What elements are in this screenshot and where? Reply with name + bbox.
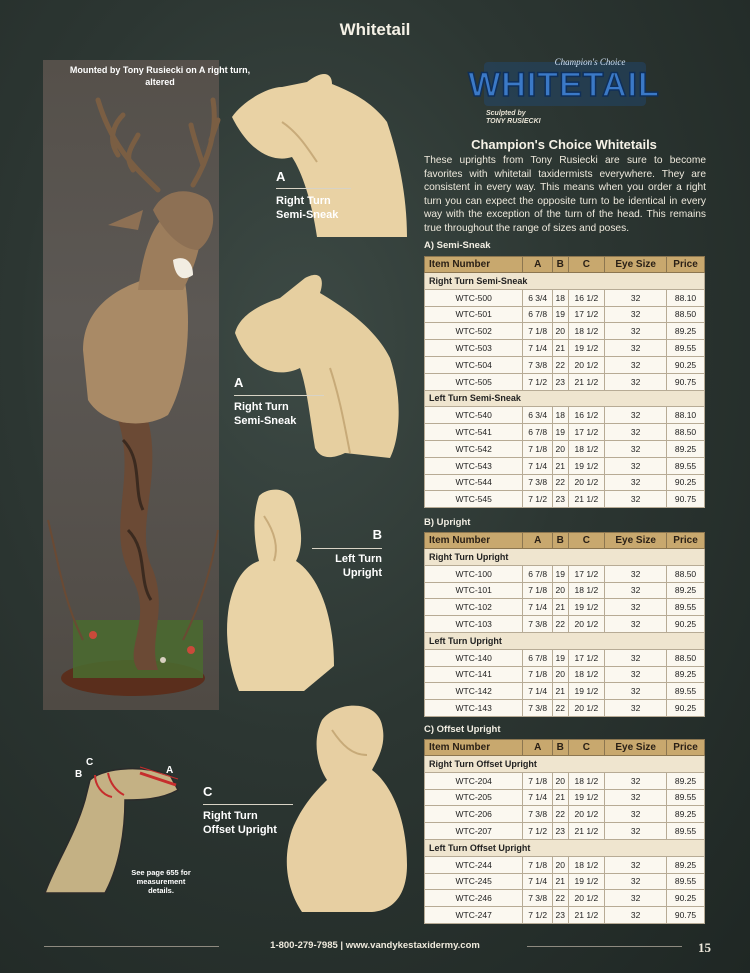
table-cell: 21 xyxy=(552,599,568,616)
table-cell: WTC-545 xyxy=(425,491,523,508)
table-cell: 88.10 xyxy=(667,289,705,306)
table-cell: 18 1/2 xyxy=(568,323,605,340)
table-cell: 90.25 xyxy=(667,700,705,717)
leader-line xyxy=(203,804,293,805)
table-cell: WTC-101 xyxy=(425,582,523,599)
table-cell: WTC-500 xyxy=(425,289,523,306)
form-label-a-top xyxy=(276,170,338,222)
section-label-upright: B) Upright xyxy=(424,517,471,528)
group-title: Right Turn Offset Upright xyxy=(425,756,705,773)
table-cell: 88.50 xyxy=(667,565,705,582)
group-title: Right Turn Upright xyxy=(425,549,705,566)
table-cell: 32 xyxy=(605,424,667,441)
table-cell: 19 1/2 xyxy=(568,683,605,700)
group-row xyxy=(425,273,705,290)
table-cell: 7 1/4 xyxy=(523,789,553,806)
form-label-a-middle xyxy=(234,376,296,428)
table-cell: 22 xyxy=(552,616,568,633)
table-cell: 32 xyxy=(605,457,667,474)
table-cell: 88.50 xyxy=(667,424,705,441)
table-cell: 19 xyxy=(552,306,568,323)
table-row xyxy=(425,565,705,582)
section-label-offset-upright: C) Offset Upright xyxy=(424,724,501,735)
table-row xyxy=(425,440,705,457)
table-cell: 32 xyxy=(605,474,667,491)
table-cell: 20 1/2 xyxy=(568,616,605,633)
group-title: Left Turn Upright xyxy=(425,632,705,649)
table-row xyxy=(425,700,705,717)
deer-mount-photo xyxy=(43,60,219,710)
table-cell: 21 xyxy=(552,789,568,806)
table-cell: WTC-207 xyxy=(425,823,523,840)
table-cell: 20 xyxy=(552,772,568,789)
table-cell: 32 xyxy=(605,407,667,424)
table-cell: WTC-244 xyxy=(425,856,523,873)
table-cell: 32 xyxy=(605,823,667,840)
table-cell: WTC-543 xyxy=(425,457,523,474)
column-header: A xyxy=(523,740,553,756)
table-cell: 22 xyxy=(552,890,568,907)
table-cell: 32 xyxy=(605,440,667,457)
table-cell: 90.25 xyxy=(667,356,705,373)
table-cell: 32 xyxy=(605,373,667,390)
table-cell: WTC-502 xyxy=(425,323,523,340)
table-cell: 20 xyxy=(552,666,568,683)
column-header: C xyxy=(568,533,605,549)
table-cell: WTC-143 xyxy=(425,700,523,717)
table-row xyxy=(425,582,705,599)
table-cell: 20 1/2 xyxy=(568,474,605,491)
table-cell: 20 xyxy=(552,856,568,873)
table-cell: 23 xyxy=(552,907,568,924)
table-cell: 21 1/2 xyxy=(568,907,605,924)
table-cell: 21 xyxy=(552,340,568,357)
table-cell: 90.25 xyxy=(667,890,705,907)
table-cell: 89.25 xyxy=(667,772,705,789)
column-header: Item Number xyxy=(425,257,523,273)
table-cell: 18 xyxy=(552,289,568,306)
table-cell: 23 xyxy=(552,491,568,508)
table-cell: 32 xyxy=(605,356,667,373)
group-row xyxy=(425,756,705,773)
table-row xyxy=(425,306,705,323)
table-cell: 20 1/2 xyxy=(568,806,605,823)
column-header: A xyxy=(523,533,553,549)
table-cell: WTC-540 xyxy=(425,407,523,424)
table-cell: WTC-505 xyxy=(425,373,523,390)
form-label-turn: Right Turn xyxy=(276,195,331,207)
table-cell: WTC-247 xyxy=(425,907,523,924)
form-label-turn: Left Turn xyxy=(335,553,382,565)
table-row xyxy=(425,666,705,683)
table-row xyxy=(425,491,705,508)
form-label-pose: Upright xyxy=(342,567,382,579)
table-cell: 89.55 xyxy=(667,457,705,474)
table-cell: 16 1/2 xyxy=(568,407,605,424)
table-cell: 20 xyxy=(552,323,568,340)
table-cell: 7 1/4 xyxy=(523,683,553,700)
table-cell: 7 1/8 xyxy=(523,856,553,873)
table-cell: 19 1/2 xyxy=(568,457,605,474)
logo-script-text: Champion's Choice xyxy=(554,57,626,67)
table-cell: 7 1/8 xyxy=(523,772,553,789)
table-header-row xyxy=(425,257,705,273)
table-cell: 22 xyxy=(552,806,568,823)
table-cell: 89.55 xyxy=(667,599,705,616)
form-label-turn: Right Turn xyxy=(234,401,289,413)
group-row xyxy=(425,549,705,566)
table-cell: 20 1/2 xyxy=(568,700,605,717)
table-cell: 89.25 xyxy=(667,856,705,873)
table-cell: 6 3/4 xyxy=(523,289,553,306)
table-cell: 6 3/4 xyxy=(523,407,553,424)
table-cell: WTC-206 xyxy=(425,806,523,823)
table-cell: 17 1/2 xyxy=(568,565,605,582)
column-header: Eye Size xyxy=(605,533,667,549)
table-cell: 89.55 xyxy=(667,823,705,840)
logo-sculptor-name: TONY RUSIECKI xyxy=(486,118,541,125)
table-cell: 7 3/8 xyxy=(523,700,553,717)
form-letter: B xyxy=(372,527,382,542)
section-label-semi-sneak: A) Semi-Sneak xyxy=(424,240,491,251)
table-cell: 90.75 xyxy=(667,491,705,508)
table-cell: 19 xyxy=(552,424,568,441)
table-cell: 17 1/2 xyxy=(568,306,605,323)
table-cell: 19 xyxy=(552,649,568,666)
table-cell: 23 xyxy=(552,373,568,390)
table-cell: WTC-140 xyxy=(425,649,523,666)
table-cell: 32 xyxy=(605,772,667,789)
column-header: Eye Size xyxy=(605,740,667,756)
form-label-pose: Semi-Sneak xyxy=(234,415,297,427)
measure-letter-b: B xyxy=(75,769,83,780)
group-title: Right Turn Semi-Sneak xyxy=(425,273,705,290)
table-cell: 19 1/2 xyxy=(568,599,605,616)
table-cell: 32 xyxy=(605,649,667,666)
column-header: B xyxy=(552,533,568,549)
leader-line xyxy=(276,188,351,189)
logo-sculptor xyxy=(486,110,541,126)
table-cell: 89.25 xyxy=(667,440,705,457)
table-cell: 32 xyxy=(605,565,667,582)
table-row xyxy=(425,340,705,357)
table-cell: WTC-245 xyxy=(425,873,523,890)
form-a-middle-illustration xyxy=(225,268,405,468)
semi-sneak-table xyxy=(424,256,705,508)
table-cell: 19 1/2 xyxy=(568,340,605,357)
measurement-note: See page 655 for measurement details. xyxy=(131,868,191,895)
table-cell: 89.55 xyxy=(667,789,705,806)
group-row xyxy=(425,839,705,856)
table-cell: 7 3/8 xyxy=(523,474,553,491)
table-cell: 7 1/2 xyxy=(523,823,553,840)
table-row xyxy=(425,890,705,907)
table-cell: 7 1/8 xyxy=(523,666,553,683)
page-number: 15 xyxy=(698,940,711,955)
deer-mount-illustration xyxy=(43,60,219,710)
table-cell: 7 1/4 xyxy=(523,457,553,474)
table-cell: 89.55 xyxy=(667,340,705,357)
table-cell: 21 xyxy=(552,873,568,890)
table-cell: WTC-501 xyxy=(425,306,523,323)
table-cell: 21 xyxy=(552,683,568,700)
form-c-illustration xyxy=(282,700,417,915)
column-header: B xyxy=(552,740,568,756)
table-cell: 18 1/2 xyxy=(568,582,605,599)
table-cell: 17 1/2 xyxy=(568,424,605,441)
table-cell: 6 7/8 xyxy=(523,649,553,666)
table-row xyxy=(425,649,705,666)
column-header: A xyxy=(523,257,553,273)
group-title: Left Turn Semi-Sneak xyxy=(425,390,705,407)
table-cell: 32 xyxy=(605,700,667,717)
intro-heading: Champion's Choice Whitetails xyxy=(471,137,657,152)
table-cell: 16 1/2 xyxy=(568,289,605,306)
column-header: Price xyxy=(667,740,705,756)
column-header: Price xyxy=(667,533,705,549)
table-header-row xyxy=(425,533,705,549)
table-cell: 32 xyxy=(605,616,667,633)
table-row xyxy=(425,474,705,491)
table-cell: 32 xyxy=(605,907,667,924)
table-cell: WTC-205 xyxy=(425,789,523,806)
table-cell: 20 1/2 xyxy=(568,890,605,907)
table-cell: 88.50 xyxy=(667,649,705,666)
table-cell: WTC-542 xyxy=(425,440,523,457)
table-row xyxy=(425,373,705,390)
table-header-row xyxy=(425,740,705,756)
table-cell: 18 1/2 xyxy=(568,440,605,457)
table-row xyxy=(425,856,705,873)
table-cell: 32 xyxy=(605,289,667,306)
table-cell: WTC-102 xyxy=(425,599,523,616)
table-cell: 90.75 xyxy=(667,373,705,390)
table-cell: 7 1/4 xyxy=(523,599,553,616)
footer-contact: 1-800-279-7985 | www.vandykestaxidermy.com xyxy=(270,940,480,951)
intro-text: These uprights from Tony Rusiecki are sure to become favorites with whitetail taxidermists everywhere. They are consistent in every way. This means when you order a right turn you can expect the opposite turn to be identical in every way with the exception of the turn of the head. This remains true throughout the range of sizes and poses. xyxy=(424,155,706,234)
table-cell: 90.25 xyxy=(667,616,705,633)
table-row xyxy=(425,823,705,840)
table-row xyxy=(425,907,705,924)
table-row xyxy=(425,616,705,633)
table-row xyxy=(425,424,705,441)
table-cell: 18 xyxy=(552,407,568,424)
table-cell: 32 xyxy=(605,323,667,340)
table-cell: 6 7/8 xyxy=(523,306,553,323)
table-cell: 19 xyxy=(552,565,568,582)
table-cell: WTC-141 xyxy=(425,666,523,683)
table-cell: 89.25 xyxy=(667,806,705,823)
column-header: C xyxy=(568,740,605,756)
table-cell: 89.55 xyxy=(667,873,705,890)
table-row xyxy=(425,407,705,424)
table-cell: WTC-504 xyxy=(425,356,523,373)
table-row xyxy=(425,323,705,340)
table-cell: 22 xyxy=(552,356,568,373)
table-cell: 17 1/2 xyxy=(568,649,605,666)
table-row xyxy=(425,457,705,474)
table-cell: 22 xyxy=(552,700,568,717)
table-row xyxy=(425,806,705,823)
table-cell: 32 xyxy=(605,491,667,508)
form-label-pose: Semi-Sneak xyxy=(276,209,339,221)
table-cell: 32 xyxy=(605,599,667,616)
group-row xyxy=(425,632,705,649)
table-row xyxy=(425,289,705,306)
table-cell: 32 xyxy=(605,582,667,599)
table-cell: 19 1/2 xyxy=(568,789,605,806)
table-cell: 32 xyxy=(605,683,667,700)
table-cell: WTC-246 xyxy=(425,890,523,907)
measure-letter-a: A xyxy=(166,765,174,776)
table-cell: 32 xyxy=(605,806,667,823)
table-cell: 90.75 xyxy=(667,907,705,924)
leader-line xyxy=(312,548,382,549)
table-cell: WTC-103 xyxy=(425,616,523,633)
table-cell: WTC-541 xyxy=(425,424,523,441)
table-cell: 89.25 xyxy=(667,323,705,340)
table-cell: 7 3/8 xyxy=(523,806,553,823)
column-header: Price xyxy=(667,257,705,273)
form-b-illustration xyxy=(224,486,344,696)
table-cell: 89.25 xyxy=(667,582,705,599)
table-cell: 32 xyxy=(605,789,667,806)
table-cell: WTC-544 xyxy=(425,474,523,491)
table-cell: 23 xyxy=(552,823,568,840)
table-cell: 90.25 xyxy=(667,474,705,491)
table-cell: 7 1/8 xyxy=(523,323,553,340)
table-cell: 7 3/8 xyxy=(523,616,553,633)
form-letter: A xyxy=(234,375,244,390)
logo-sculpted-by: Sculpted by xyxy=(486,110,526,117)
table-row xyxy=(425,356,705,373)
form-label-pose: Offset Upright xyxy=(203,824,277,836)
table-cell: 20 1/2 xyxy=(568,356,605,373)
table-cell: 6 7/8 xyxy=(523,424,553,441)
table-cell: 89.55 xyxy=(667,683,705,700)
form-label-b xyxy=(312,528,382,580)
table-cell: 89.25 xyxy=(667,666,705,683)
table-cell: 20 xyxy=(552,440,568,457)
table-cell: 32 xyxy=(605,306,667,323)
table-cell: 21 xyxy=(552,457,568,474)
table-row xyxy=(425,789,705,806)
column-header: Eye Size xyxy=(605,257,667,273)
table-cell: 7 1/2 xyxy=(523,373,553,390)
group-title: Left Turn Offset Upright xyxy=(425,839,705,856)
offset-upright-table xyxy=(424,739,705,924)
table-cell: WTC-503 xyxy=(425,340,523,357)
table-cell: 21 1/2 xyxy=(568,491,605,508)
table-cell: 7 1/4 xyxy=(523,340,553,357)
column-header: C xyxy=(568,257,605,273)
measure-letter-c: C xyxy=(86,757,94,768)
table-cell: WTC-142 xyxy=(425,683,523,700)
form-letter: A xyxy=(276,169,286,184)
table-cell: 88.10 xyxy=(667,407,705,424)
table-cell: 6 7/8 xyxy=(523,565,553,582)
table-cell: 7 1/8 xyxy=(523,440,553,457)
table-cell: 22 xyxy=(552,474,568,491)
table-cell: 18 1/2 xyxy=(568,856,605,873)
leader-line xyxy=(234,395,324,396)
form-label-c xyxy=(203,785,277,837)
table-cell: 18 1/2 xyxy=(568,772,605,789)
table-cell: 7 1/2 xyxy=(523,491,553,508)
table-cell: 88.50 xyxy=(667,306,705,323)
table-cell: 32 xyxy=(605,890,667,907)
table-cell: 21 1/2 xyxy=(568,823,605,840)
column-header: Item Number xyxy=(425,740,523,756)
upright-table xyxy=(424,532,705,717)
table-cell: 21 1/2 xyxy=(568,373,605,390)
form-label-turn: Right Turn xyxy=(203,810,258,822)
table-row xyxy=(425,683,705,700)
table-cell: 20 xyxy=(552,582,568,599)
table-cell: WTC-100 xyxy=(425,565,523,582)
table-cell: 19 1/2 xyxy=(568,873,605,890)
column-header: B xyxy=(552,257,568,273)
logo-main-text: WHITETAIL xyxy=(468,66,660,104)
table-row xyxy=(425,599,705,616)
page-title: Whitetail xyxy=(339,20,411,39)
table-cell: 32 xyxy=(605,856,667,873)
table-cell: 7 1/8 xyxy=(523,582,553,599)
table-row xyxy=(425,873,705,890)
table-cell: 18 1/2 xyxy=(568,666,605,683)
table-cell: WTC-204 xyxy=(425,772,523,789)
column-header: Item Number xyxy=(425,533,523,549)
photo-caption: Mounted by Tony Rusiecki on A right turn, altered xyxy=(69,65,251,87)
table-cell: 7 1/4 xyxy=(523,873,553,890)
table-cell: 7 3/8 xyxy=(523,890,553,907)
table-cell: 32 xyxy=(605,340,667,357)
table-cell: 7 1/2 xyxy=(523,907,553,924)
table-row xyxy=(425,772,705,789)
table-cell: 32 xyxy=(605,666,667,683)
table-cell: 7 3/8 xyxy=(523,356,553,373)
group-row xyxy=(425,390,705,407)
form-letter: C xyxy=(203,784,213,799)
table-cell: 32 xyxy=(605,873,667,890)
